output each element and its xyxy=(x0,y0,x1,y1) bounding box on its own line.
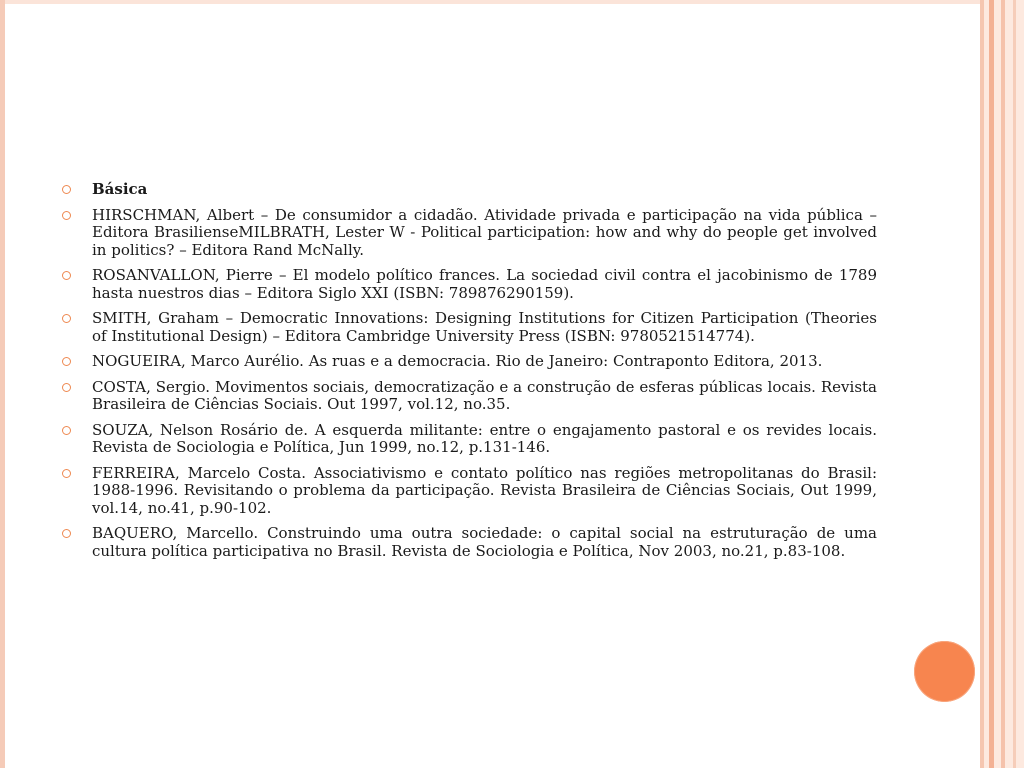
reference-text: BAQUERO, Marcello. Construindo uma outra sociedade: o capital social na estruturação de uma cultura política participativa no Brasil. Revista de Sociologia e Política, Nov 2003, no.21, p.83-108. xyxy=(92,524,877,560)
circle-bullet-icon xyxy=(62,426,71,435)
reference-item xyxy=(62,379,877,414)
circle-bullet-icon xyxy=(62,211,71,220)
decorative-stripe xyxy=(1013,0,1016,768)
reference-text: COSTA, Sergio. Movimentos sociais, democratização e a construção de esferas públicas locais. Revista Brasileira de Ciências Sociais. Out 1997, vol.12, no.35. xyxy=(92,377,877,413)
reference-item xyxy=(62,310,877,345)
decorative-stripe xyxy=(980,0,984,768)
reference-text: SOUZA, Nelson Rosário de. A esquerda militante: entre o engajamento pastoral e os revides locais. Revista de Sociologia e Política, Jun 1999, no.12, p.131-146. xyxy=(92,420,877,456)
reference-item xyxy=(62,465,877,518)
reference-list xyxy=(62,181,877,568)
reference-text: ROSANVALLON, Pierre – El modelo político frances. La sociedad civil contra el jacobinismo de 1789 hasta nuestros dias – Editora Siglo XXI (ISBN: 789876290159). xyxy=(92,266,877,302)
reference-text: SMITH, Graham – Democratic Innovations: Designing Institutions for Citizen Participation (Theories of Institutional Design) – Editora Cambridge University Press (ISBN: 9780521514774). xyxy=(92,309,877,345)
slide-top-border xyxy=(0,0,1024,4)
reference-text: FERREIRA, Marcelo Costa. Associativismo e contato político nas regiões metropolitanas do Brasil: 1988-1996. Revisitando o problema da participação. Revista Brasileira de Ciências Sociais, Out 1999, vol.14, no.41, p.90-102. xyxy=(92,463,877,517)
circle-bullet-icon xyxy=(62,314,71,323)
reference-item xyxy=(62,267,877,302)
decorative-orange-circle xyxy=(914,641,975,702)
reference-item xyxy=(62,525,877,560)
section-heading: Básica xyxy=(92,180,148,198)
circle-bullet-icon xyxy=(62,357,71,366)
decorative-stripe xyxy=(989,0,994,768)
reference-item xyxy=(62,353,877,371)
reference-heading-item xyxy=(62,181,877,199)
reference-item xyxy=(62,422,877,457)
reference-text: HIRSCHMAN, Albert – De consumidor a cidadão. Atividade privada e participação na vida pública – Editora BrasilienseMILBRATH, Lester W - Political participation: how and why do people get involved in politics? – Editora Rand McNally. xyxy=(92,205,877,259)
decorative-stripe xyxy=(1001,0,1005,768)
reference-text: NOGUEIRA, Marco Aurélio. As ruas e a democracia. Rio de Janeiro: Contraponto Editora, 2013. xyxy=(92,352,823,370)
circle-bullet-icon xyxy=(62,271,71,280)
circle-bullet-icon xyxy=(62,529,71,538)
slide-left-border xyxy=(0,0,5,768)
circle-bullet-icon xyxy=(62,185,71,194)
reference-item xyxy=(62,207,877,260)
circle-bullet-icon xyxy=(62,383,71,392)
circle-bullet-icon xyxy=(62,469,71,478)
